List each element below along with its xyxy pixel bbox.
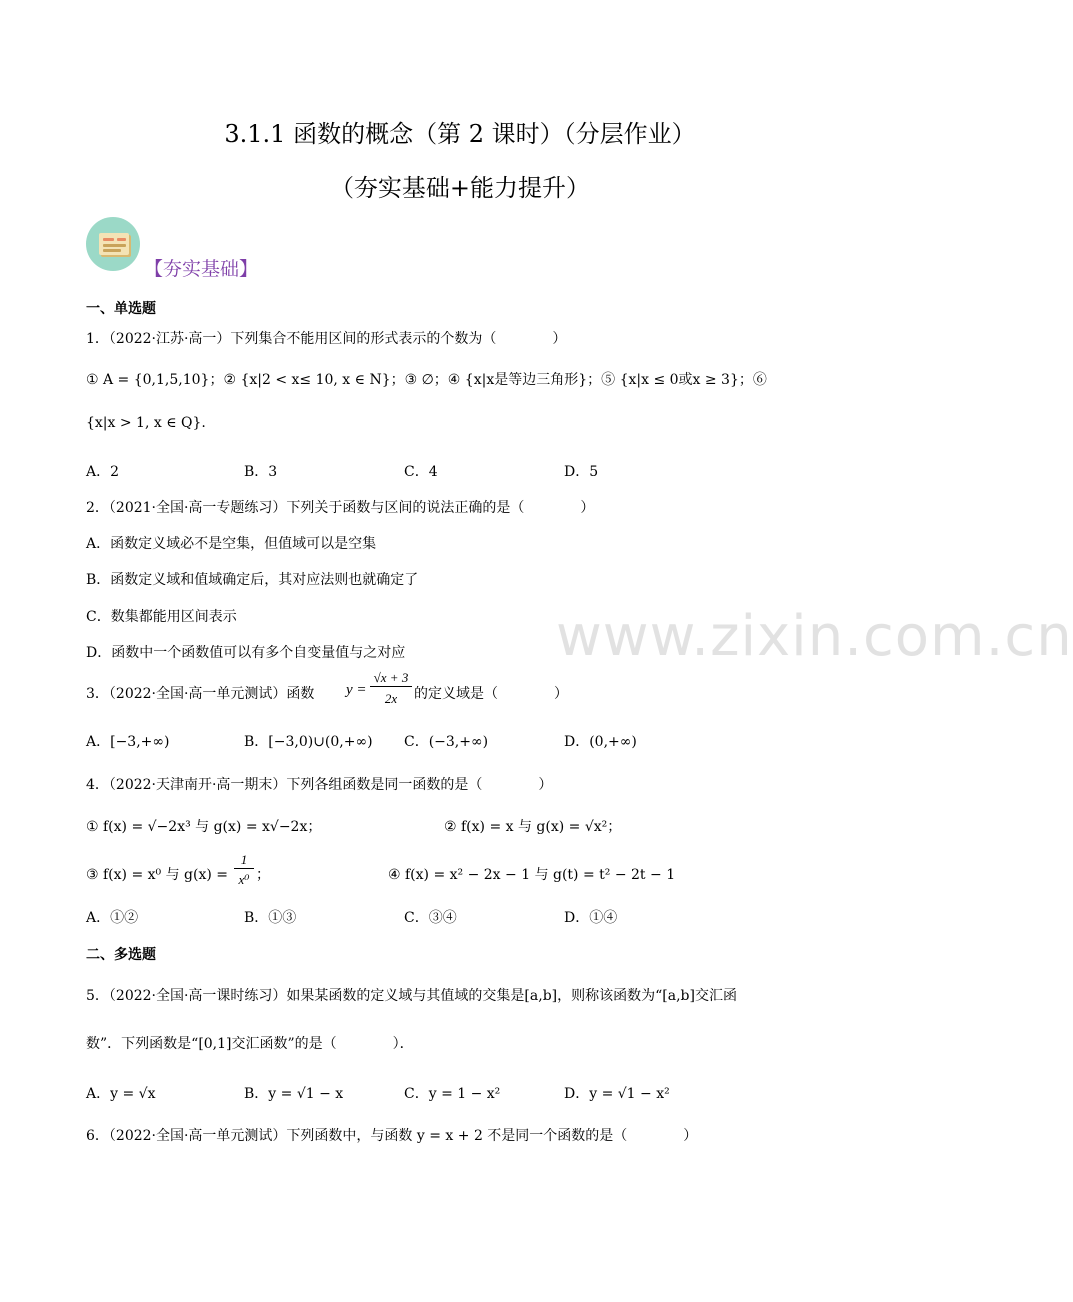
q4-option-c: C．③④ bbox=[404, 910, 457, 926]
q3-option-d: D．(0,+∞) bbox=[564, 734, 637, 750]
q4-option-d: D．①④ bbox=[564, 910, 618, 926]
question-4-pair-2: ② f(x) = x 与 g(x) = √x²； bbox=[444, 819, 622, 835]
q5-option-d: D．y = √1 − x² bbox=[564, 1086, 670, 1102]
question-6-stem: 6．（2022·全国·高一单元测试）下列函数中，与函数 y = x + 2 不是同一个函数的是（ ） bbox=[86, 1128, 698, 1144]
q3-option-b: B．[−3,0)∪(0,+∞) bbox=[244, 734, 373, 750]
question-3-prefix: 3．（2022·全国·高一单元测试）函数 bbox=[86, 686, 315, 702]
question-4-pair-3-end: ； bbox=[256, 867, 270, 883]
q2-option-d: D．函数中一个函数值可以有多个自变量值与之对应 bbox=[86, 645, 406, 661]
question-3-suffix: 的定义域是（ ） bbox=[414, 686, 568, 702]
question-4-stem: 4．（2022·天津南开·高一期末）下列各组函数是同一函数的是（ ） bbox=[86, 777, 553, 793]
question-1-items-line1: ① A = {0,1,5,10}；② {x|2 < x≤ 10, x ∈ N}；③ ∅；④ {x|x是等边三角形}；⑤ {x|x ≤ 0或x ≥ 3}；⑥ bbox=[86, 372, 767, 388]
watermark: www.zixin.com.cn bbox=[556, 604, 1073, 669]
question-4-pair-3-numerator: 1 bbox=[234, 852, 254, 869]
q5-option-c: C．y = 1 − x² bbox=[404, 1086, 501, 1102]
question-3-numerator: √x + 3 bbox=[370, 670, 412, 687]
q2-option-c: C．数集都能用区间表示 bbox=[86, 609, 237, 625]
q2-option-a: A．函数定义域必不是空集，但值域可以是空集 bbox=[86, 536, 377, 552]
q4-option-b: B．①③ bbox=[244, 910, 297, 926]
question-5-line2: 数”．下列函数是“[0,1]交汇函数”的是（ ）． bbox=[86, 1036, 414, 1052]
q3-option-a: A．[−3,+∞) bbox=[86, 734, 170, 750]
section-banner: 【夯实基础】 bbox=[144, 258, 259, 280]
page-title: 3.1.1 函数的概念（第 2 课时）（分层作业） bbox=[224, 120, 696, 148]
q2-option-b: B．函数定义域和值域确定后，其对应法则也就确定了 bbox=[86, 572, 419, 588]
q1-option-b: B．3 bbox=[244, 464, 278, 480]
document-icon bbox=[86, 217, 140, 271]
question-4-pair-1: ① f(x) = √−2x³ 与 g(x) = x√−2x； bbox=[86, 819, 322, 835]
question-3-y: y = bbox=[346, 682, 367, 698]
question-4-pair-3-denominator: x⁰ bbox=[238, 872, 250, 887]
q1-option-a: A．2 bbox=[86, 464, 120, 480]
q3-option-c: C．(−3,+∞) bbox=[404, 734, 489, 750]
page-subtitle: （夯实基础+能力提升） bbox=[329, 174, 591, 202]
section-heading-single: 一、单选题 bbox=[86, 301, 156, 317]
question-5-line1: 5．（2022·全国·高一课时练习）如果某函数的定义域与其值域的交集是[a,b]，则称该函数为“[a,b]交汇函 bbox=[86, 988, 737, 1004]
q4-option-a: A．①② bbox=[86, 910, 139, 926]
section-heading-multi: 二、多选题 bbox=[86, 947, 156, 963]
question-1-stem: 1．（2022·江苏·高一）下列集合不能用区间的形式表示的个数为（ ） bbox=[86, 331, 567, 347]
q5-option-a: A．y = √x bbox=[86, 1086, 156, 1102]
question-4-pair-3: ③ f(x) = x⁰ 与 g(x) = bbox=[86, 867, 229, 883]
question-4-pair-4: ④ f(x) = x² − 2x − 1 与 g(t) = t² − 2t − 1 bbox=[388, 867, 676, 883]
q1-option-d: D．5 bbox=[564, 464, 599, 480]
q1-option-c: C．4 bbox=[404, 464, 438, 480]
q5-option-b: B．y = √1 − x bbox=[244, 1086, 344, 1102]
question-1-items-line2: {x|x > 1, x ∈ Q}. bbox=[86, 415, 206, 431]
question-2-stem: 2．（2021·全国·高一专题练习）下列关于函数与区间的说法正确的是（ ） bbox=[86, 500, 595, 516]
question-3-denominator: 2x bbox=[384, 691, 398, 706]
